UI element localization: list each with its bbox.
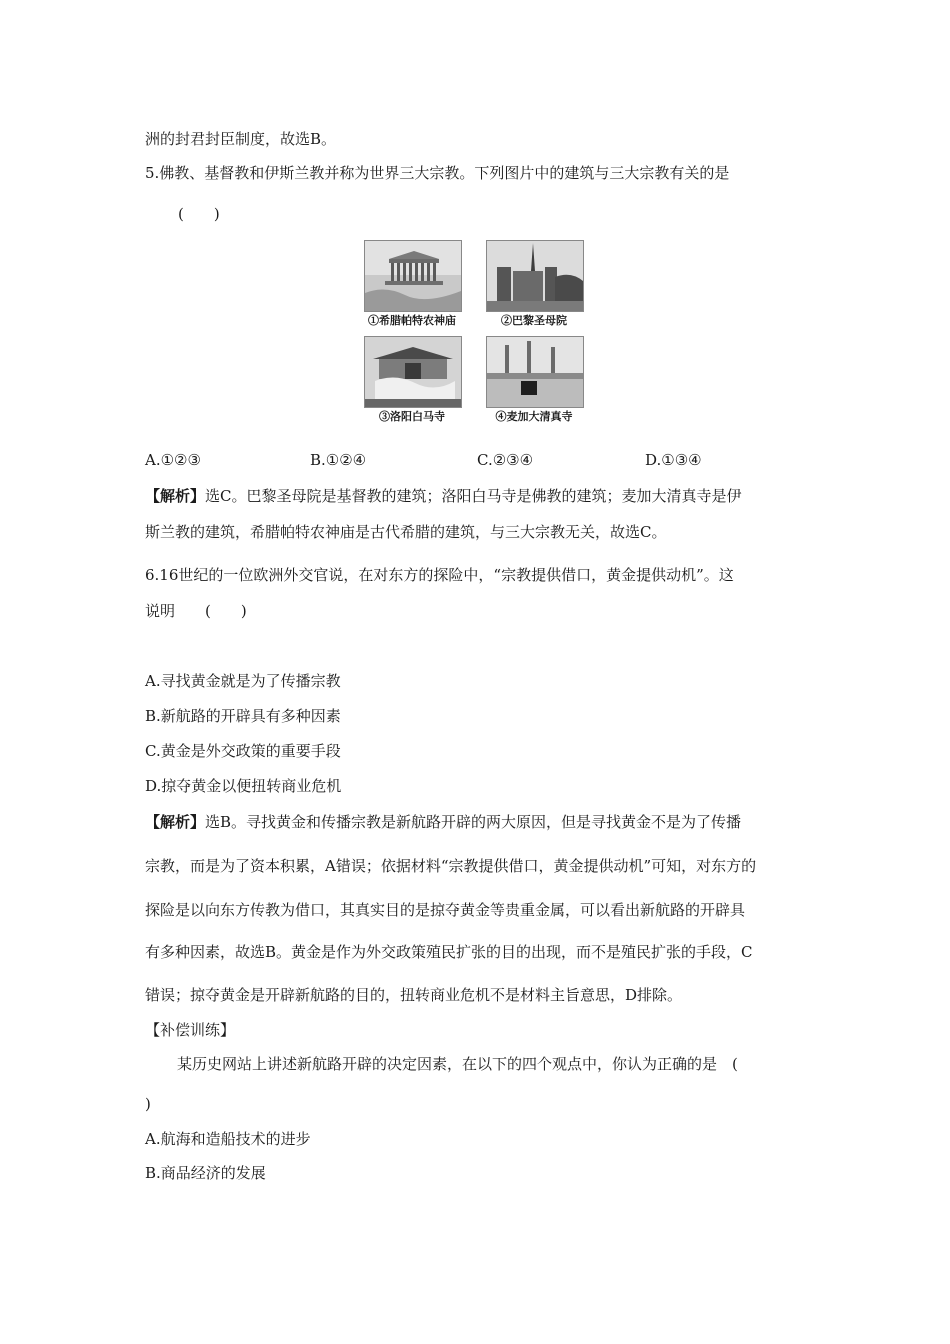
caption-2: ②巴黎圣母院 — [501, 314, 567, 327]
q5-explanation — [145, 486, 742, 506]
q5-option-a: A.①②③ — [145, 451, 201, 469]
q5-option-b: B.①②④ — [310, 451, 367, 469]
q5-option-c: C.②③④ — [477, 451, 534, 469]
question-6-stem-cont: 说明 ( ) — [145, 602, 247, 620]
text-line: 探险是以向东方传教为借口，其真实目的是掠夺黄金等贵重金属，可以看出新航路的开辟具 — [145, 901, 746, 919]
explanation-text: 选B。寻找黄金和传播宗教是新航路开辟的两大原因，但是寻找黄金不是为了传播 — [205, 813, 742, 831]
q6-option-d: D.掠夺黄金以便扭转商业危机 — [145, 777, 342, 795]
supplementary-heading: 【补偿训练】 — [145, 1021, 236, 1039]
question-6-stem: 6.16世纪的一位欧洲外交官说，在对东方的探险中，“宗教提供借口，黄金提供动机”。这 — [145, 566, 734, 584]
q6-option-b: B.新航路的开辟具有多种因素 — [145, 707, 341, 725]
supplementary-question-cont: ) — [145, 1095, 151, 1113]
text-line: 有多种因素，故选B。黄金是作为外交政策殖民扩张的目的出现，而不是殖民扩张的手段，C — [145, 943, 753, 961]
parthenon-photo — [364, 240, 462, 312]
question-5-stem: 5.佛教、基督教和伊斯兰教并称为世界三大宗教。下列图片中的建筑与三大宗教有关的是 — [145, 164, 730, 182]
religion-buildings-figure — [362, 238, 584, 430]
supp-option-a: A.航海和造船技术的进步 — [145, 1130, 311, 1148]
text-line: 宗教，而是为了资本积累，A错误；依据材料“宗教提供借口，黄金提供动机”可知，对东方的 — [145, 857, 757, 875]
q5-option-d: D.①③④ — [645, 451, 702, 469]
q6-option-a: A.寻找黄金就是为了传播宗教 — [145, 672, 341, 690]
explanation-label: 【解析】 — [145, 487, 206, 505]
caption-3: ③洛阳白马寺 — [379, 410, 445, 423]
text-line: 斯兰教的建筑，希腊帕特农神庙是古代希腊的建筑，与三大宗教无关，故选C。 — [145, 523, 667, 541]
caption-4: ④麦加大清真寺 — [495, 410, 573, 423]
text-line: 洲的封君封臣制度，故选B。 — [145, 130, 337, 148]
white-horse-temple-photo — [364, 336, 462, 408]
answer-blank: ( ) — [178, 205, 220, 223]
supp-option-b: B.商品经济的发展 — [145, 1164, 266, 1182]
caption-1: ①希腊帕特农神庙 — [368, 314, 456, 327]
supplementary-question: 某历史网站上讲述新航路开辟的决定因素，在以下的四个观点中，你认为正确的是 ( — [177, 1055, 738, 1073]
q6-option-c: C.黄金是外交政策的重要手段 — [145, 742, 341, 760]
q6-explanation — [145, 812, 741, 832]
mecca-mosque-photo — [486, 336, 584, 408]
explanation-text: 选C。巴黎圣母院是基督教的建筑；洛阳白马寺是佛教的建筑；麦加大清真寺是伊 — [205, 487, 742, 505]
text-line: 错误；掠夺黄金是开辟新航路的目的，扭转商业危机不是材料主旨意思，D排除。 — [145, 986, 683, 1004]
notre-dame-photo — [486, 240, 584, 312]
explanation-label: 【解析】 — [145, 813, 206, 831]
